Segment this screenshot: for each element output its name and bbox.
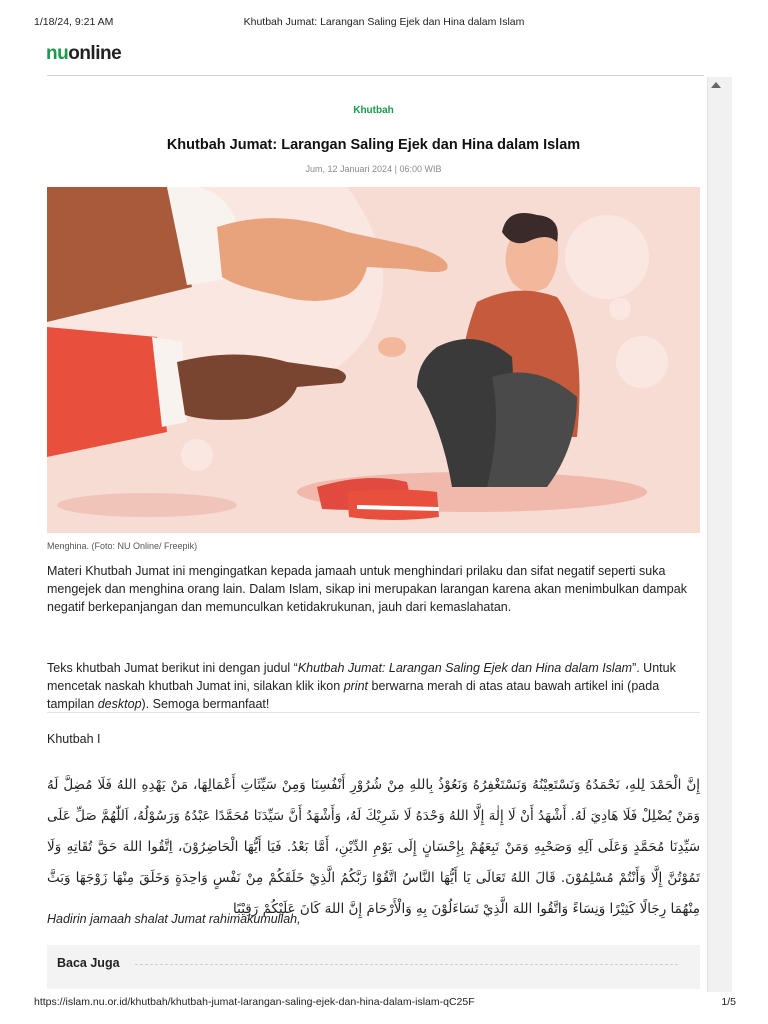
instruction-paragraph xyxy=(47,659,707,713)
logo-nu-text: nu xyxy=(46,43,69,64)
meta-separator: | xyxy=(394,164,397,174)
section-label: Khutbah I xyxy=(47,732,101,746)
article-date: Jum, 12 Januari 2024 xyxy=(305,164,393,174)
p2-title-italic: Khutbah Jumat: Larangan Saling Ejek dan Hina dalam Islam xyxy=(297,661,633,675)
scroll-up-arrow-icon[interactable] xyxy=(711,82,721,88)
baca-juga-box xyxy=(47,945,700,989)
article-meta xyxy=(47,164,700,174)
section-divider xyxy=(47,712,700,713)
content-frame-border xyxy=(47,75,704,76)
scrollbar-thumb[interactable] xyxy=(710,98,728,978)
p2-text-a: Teks khutbah Jumat berikut ini dengan judul “ xyxy=(47,661,298,675)
logo-online-text: online xyxy=(68,43,122,64)
print-page-title: Khutbah Jumat: Larangan Saling Ejek dan Hina dalam Islam xyxy=(243,16,525,28)
article-hero-image xyxy=(47,187,700,533)
nu-online-logo[interactable] xyxy=(46,41,121,67)
intro-paragraph: Materi Khutbah Jumat ini mengingatkan kepada jamaah untuk menghindari prilaku dan sifat negatif seperti suka mengejek dan menghina orang lain. Dalam Islam, sikap ini merupakan larangan karena akan menimbulkan dampak negatif berkepanjangan dan memunculkan ketidakrukunan, jauh dari kemaslahatan. xyxy=(47,564,687,614)
arabic-opening-text: إِنَّ الْحَمْدَ لِلهِ، نَحْمَدُهُ وَنَسْتَعِيْنُهُ وَنَسْتَغْفِرُهُ وَنَعُوْذُ بِاللهِ مِنْ شُرُوْرِ أَنْفُسِنَا وَمِنْ سَيِّئَاتِ أَعْمَالِهَا، مَنْ يَهْدِهِ اللهُ فَلَا مُضِلَّ لَهُ وَمَنْ يُضْلِلْ فَلَا هَادِيَ لَهُ. أَشْهَدُ أَنْ لَا إِلٰهَ إِلَّا اللهُ وَحْدَهُ لَا شَرِيْكَ لَهُ، وَأَشْهَدُ أَنَّ سَيِّدَنَا مُحَمَّدًا عَبْدُهُ وَرَسُوْلُهُ، اَللّٰهُمَّ صَلِّ عَلَى سَيِّدِنَا مُحَمَّدٍ وَعَلَى آلِهِ وَصَحْبِهِ وَمَنْ تَبِعَهُمْ بِإِحْسَانٍ إِلَى يَوْمِ الدِّيْنِ، أَمَّا بَعْدُ. فَيَا أَيُّهَا الْحَاضِرُوْنَ، اِتَّقُوا اللهَ حَقَّ تُقَاتِهِ وَلَا تَمُوْتُنَّ إِلَّا وَأَنْتُمْ مُسْلِمُوْنَ. قَالَ اللهُ تَعَالَى يَا أَيُّهَا النَّاسُ اتَّقُوْا رَبَّكُمُ الَّذِيْ خَلَقَكُمْ مِنْ نَفْسٍ وَاحِدَةٍ وَخَلَقَ مِنْهَا زَوْجَهَا وَبَثَّ مِنْهُمَا رِجَالًا كَثِيْرًا وَنِسَاءً وَاتَّقُوا اللهَ الَّذِيْ تَسَاءَلُوْنَ بِهِ وَالْأَرْحَامَ إِنَّ اللهَ كَانَ عَلَيْكُمْ رَقِيْبًا xyxy=(47,777,700,917)
print-datetime: 1/18/24, 9:21 AM xyxy=(34,16,114,28)
p2-text-b: ”. Untuk mencetak naskah khutbah Jumat ini, silakan klik ikon xyxy=(47,661,676,693)
print-footer xyxy=(0,996,768,1010)
bullying-illustration xyxy=(47,187,700,533)
print-url: https://islam.nu.or.id/khutbah/khutbah-jumat-larangan-saling-ejek-dan-hina-dalam-islam-qC25F xyxy=(34,996,475,1008)
greeting-line: Hadirin jamaah shalat Jumat rahimakumullah, xyxy=(47,912,301,926)
print-header xyxy=(0,16,768,30)
print-page-number: 1/5 xyxy=(721,996,736,1008)
baca-juga-label: Baca Juga xyxy=(57,956,120,970)
article-time: 06:00 WIB xyxy=(399,164,442,174)
p2-text-d: ). Semoga bermanfaat! xyxy=(141,697,270,711)
baca-juga-divider xyxy=(135,964,678,965)
p2-print-italic: print xyxy=(343,679,369,693)
p2-desktop-italic: desktop xyxy=(97,697,142,711)
image-caption: Menghina. (Foto: NU Online/ Freepik) xyxy=(47,541,198,551)
article-category-link[interactable]: Khutbah xyxy=(353,105,394,116)
article-title: Khutbah Jumat: Larangan Saling Ejek dan Hina dalam Islam xyxy=(166,137,581,153)
p2-text-c: berwarna merah di atas atau bawah artikel ini (pada tampilan xyxy=(47,679,660,711)
